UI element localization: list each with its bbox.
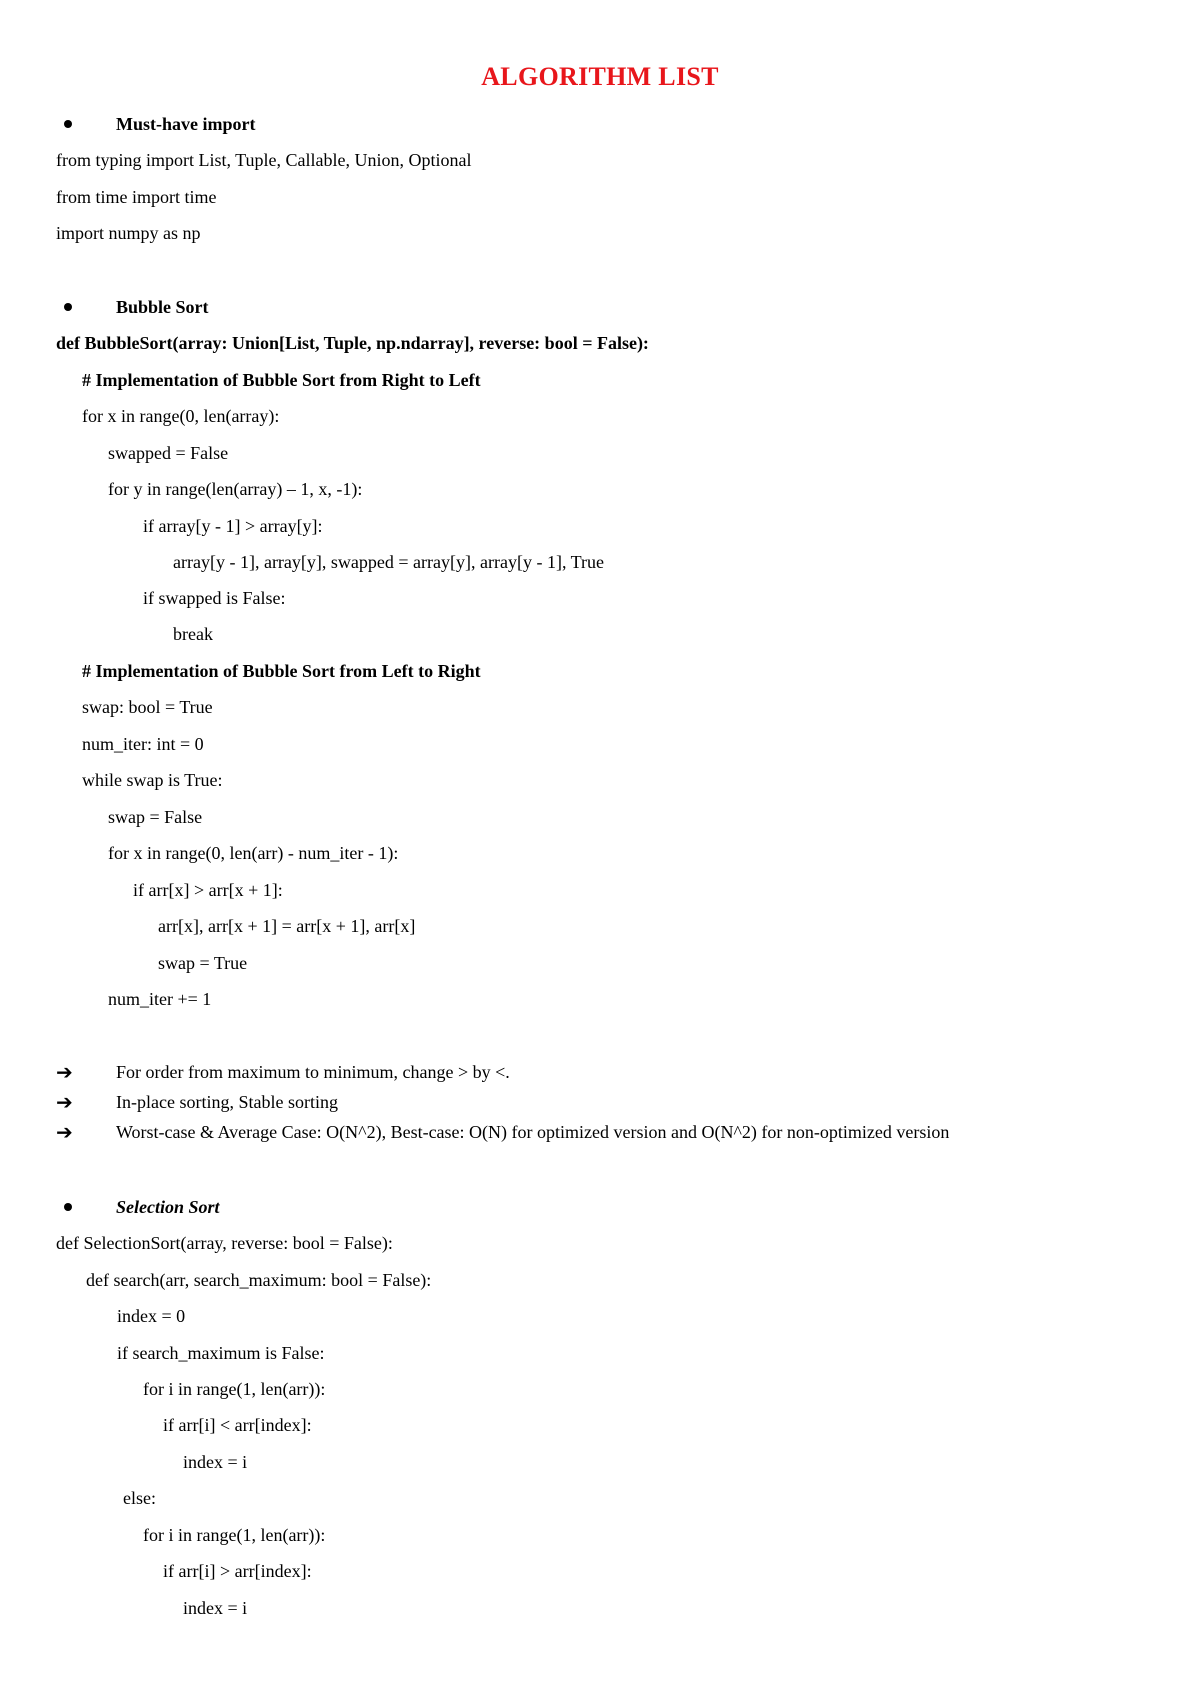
arrow-right-icon: ➔ [56,1060,73,1084]
code-line: for x in range(0, len(arr) - num_iter - 1): [108,843,399,863]
code-line: swap = True [158,953,248,973]
code-line: if arr[i] > arr[index]: [163,1561,312,1581]
section-heading-imports: Must-have import [116,114,256,134]
section-heading-selection: Selection Sort [116,1197,220,1217]
note-line: Worst-case & Average Case: O(N^2), Best-case: O(N) for optimized version and O(N^2) for non-optimized version [116,1122,950,1142]
code-line: if search_maximum is False: [117,1343,325,1363]
code-line: if array[y - 1] > array[y]: [143,516,323,536]
page-title: ALGORITHM LIST [481,62,719,91]
code-line: array[y - 1], array[y], swapped = array[y], array[y - 1], True [173,552,604,572]
code-line: else: [123,1488,156,1508]
bullet-icon [64,303,72,311]
code-line: break [173,624,213,644]
code-line: swapped = False [108,443,229,463]
bubble-comment-rtl: # Implementation of Bubble Sort from Right to Left [82,370,481,390]
import-line: from typing import List, Tuple, Callable, Union, Optional [56,150,472,170]
code-line: for x in range(0, len(array): [82,406,280,426]
bullet-icon [64,1203,72,1211]
code-line: swap = False [108,807,203,827]
code-line: while swap is True: [82,770,223,790]
code-line: for y in range(len(array) – 1, x, -1): [108,479,363,499]
bullet-icon [64,120,72,128]
code-line: if arr[i] < arr[index]: [163,1415,312,1435]
import-line: from time import time [56,187,217,207]
code-line: num_iter: int = 0 [82,734,204,754]
bubble-signature: def BubbleSort(array: Union[List, Tuple, np.ndarray], reverse: bool = False): [56,333,649,353]
note-line: For order from maximum to minimum, change > by <. [116,1062,510,1082]
code-line: index = i [183,1452,248,1472]
note-line: In-place sorting, Stable sorting [116,1092,338,1112]
import-line: import numpy as np [56,223,201,243]
code-line: for i in range(1, len(arr)): [143,1379,326,1399]
bubble-comment-ltr: # Implementation of Bubble Sort from Left to Right [82,661,481,681]
code-line: num_iter += 1 [108,989,212,1009]
arrow-right-icon: ➔ [56,1120,73,1144]
code-line: arr[x], arr[x + 1] = arr[x + 1], arr[x] [158,916,416,936]
code-line: def search(arr, search_maximum: bool = False): [86,1270,432,1290]
code-line: for i in range(1, len(arr)): [143,1525,326,1545]
code-line: if swapped is False: [143,588,286,608]
code-line: swap: bool = True [82,697,213,717]
code-line: index = i [183,1598,248,1618]
code-line: def SelectionSort(array, reverse: bool = False): [56,1233,393,1253]
code-line: index = 0 [117,1306,186,1326]
arrow-right-icon: ➔ [56,1090,73,1114]
section-heading-bubble: Bubble Sort [116,297,209,317]
code-line: if arr[x] > arr[x + 1]: [133,880,283,900]
